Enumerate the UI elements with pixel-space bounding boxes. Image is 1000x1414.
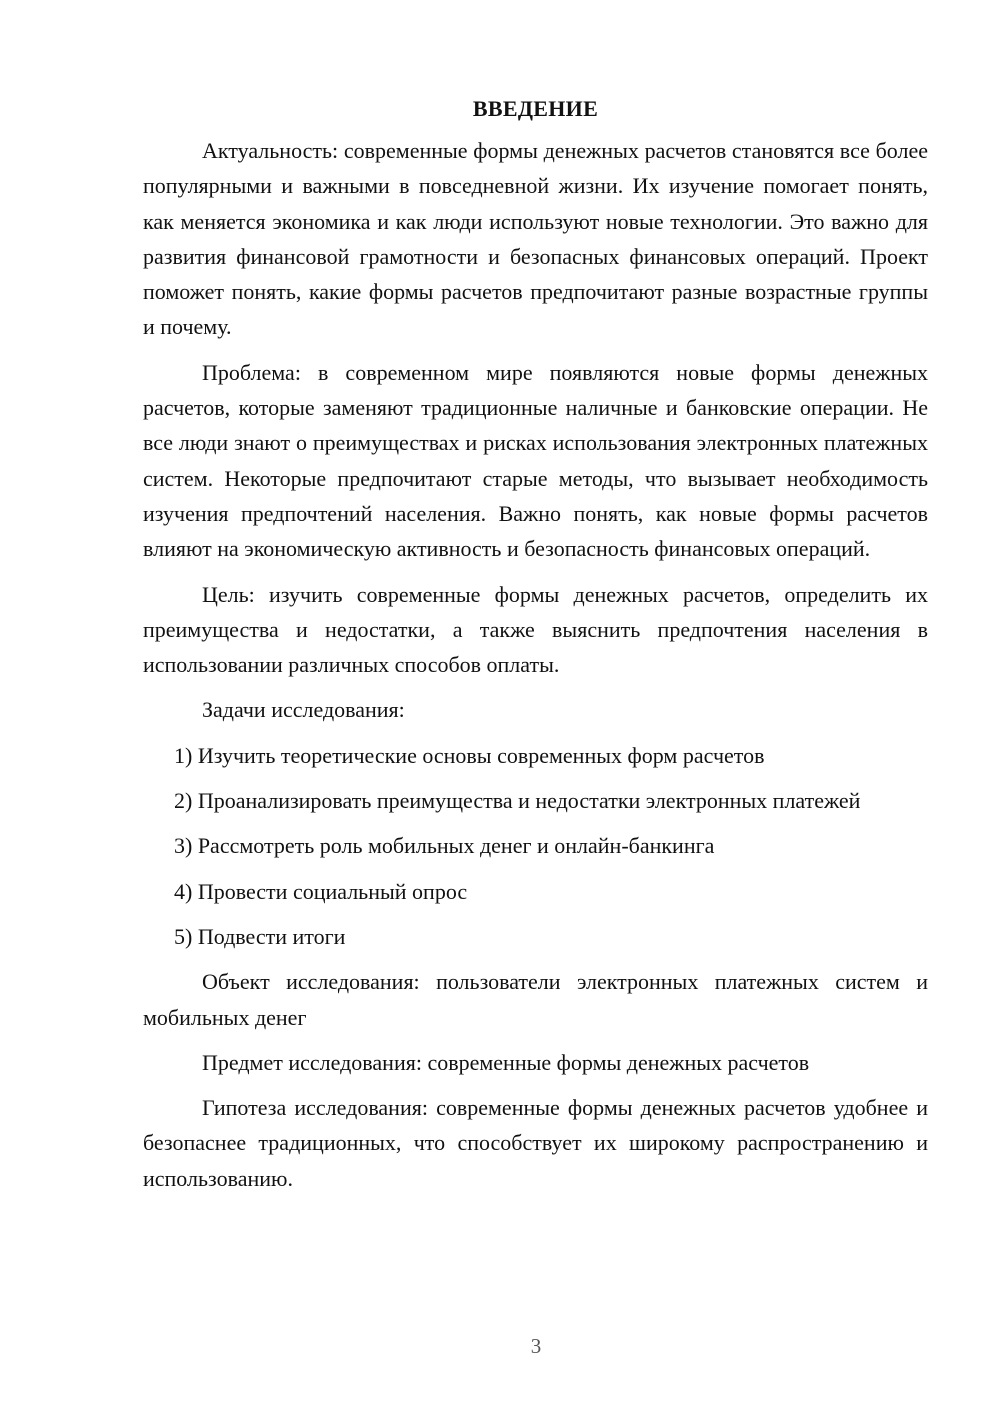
paragraph-subject: Предмет исследования: современные формы денежных расчетов — [202, 1049, 810, 1075]
paragraph-problem: Проблема: в современном мире появляются новые формы денежных расчетов, которые заменяют традиционные наличные и банковские операции. Не все люди знают о преимуществах и рисках использования электронных платежных систем. Некоторые предпочитают старые методы, что вызывает необходимость изучения предпочтений населения. Важно понять, как новые формы расчетов влияют на экономическую активность и безопасность финансовых операций. — [143, 359, 928, 562]
paragraph-object: Объект исследования: пользователи электронных платежных систем и мобильных денег — [143, 969, 928, 1030]
tasks-heading: Задачи исследования: — [202, 697, 405, 723]
task-item: 2) Проанализировать преимущества и недостатки электронных платежей — [174, 788, 861, 814]
paragraph-goal: Цель: изучить современные формы денежных расчетов, определить их преимущества и недостатки, а также выяснить предпочтения населения в использовании различных способов оплаты. — [143, 581, 928, 678]
page-content — [143, 93, 928, 1206]
task-item: 4) Провести социальный опрос — [174, 878, 468, 904]
paragraph-hypothesis: Гипотеза исследования: современные формы денежных расчетов удобнее и безопаснее традиционных, что способствует их широкому распространению и использованию. — [143, 1095, 928, 1191]
tasks-list — [143, 738, 928, 954]
task-item: 5) Подвести итоги — [174, 923, 346, 949]
page-number: 3 — [530, 1334, 542, 1358]
page-title: ВВЕДЕНИЕ — [472, 96, 599, 121]
paragraph-relevance: Актуальность: современные формы денежных расчетов становятся все более популярными и важными в повседневной жизни. Их изучение помогает понять, как меняется экономика и как люди используют новые технологии. Это важно для развития финансовой грамотности и безопасных финансовых операций. Проект поможет понять, какие формы расчетов предпочитают разные возрастные группы и почему. — [143, 138, 928, 340]
task-item: 1) Изучить теоретические основы современных форм расчетов — [174, 742, 765, 768]
task-item: 3) Рассмотреть роль мобильных денег и онлайн-банкинга — [174, 833, 715, 859]
